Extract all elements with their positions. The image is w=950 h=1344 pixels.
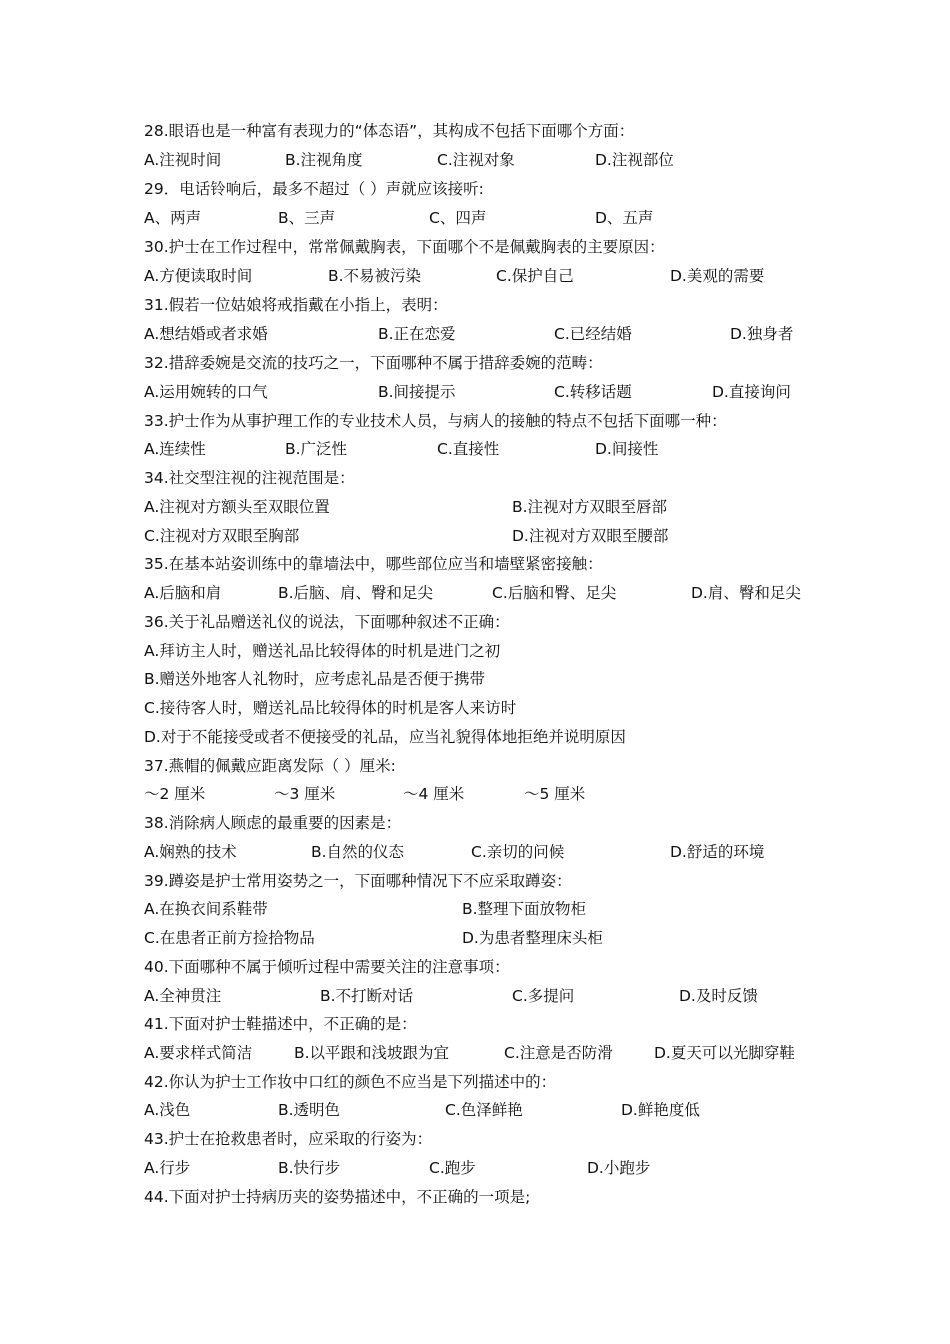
option-d: D.独身者 — [730, 325, 794, 343]
option-a: A.行步 — [144, 1159, 191, 1177]
question-stem: 41.下面对护士鞋描述中，不正确的是： — [144, 1015, 417, 1033]
option-a: A.后脑和肩 — [144, 584, 222, 602]
option-b: B.间接提示 — [378, 383, 456, 401]
option-c: C.色泽鲜艳 — [445, 1101, 523, 1119]
option-2: ～3 厘米 — [274, 785, 336, 803]
option-c: C.在患者正前方捡拾物品 — [144, 929, 315, 947]
question-stem: 42.你认为护士工作妆中口红的颜色不应当是下列描述中的： — [144, 1073, 557, 1091]
option-d: D.美观的需要 — [670, 267, 765, 285]
option-c: C.多提问 — [512, 987, 575, 1005]
option-c: C.注视对方双眼至胸部 — [144, 527, 300, 545]
option-d: D.注视部位 — [595, 151, 674, 169]
option-a: A.运用婉转的口气 — [144, 383, 268, 401]
option-c: C.已经结婚 — [554, 325, 632, 343]
option-d: D.及时反馈 — [679, 987, 758, 1005]
option-a: A.在换衣间系鞋带 — [144, 900, 268, 918]
question-stem: 33.护士作为从事护理工作的专业技术人员，与病人的接触的特点不包括下面哪一种： — [144, 412, 727, 430]
option-b: B.广泛性 — [285, 440, 348, 458]
option-a: A.娴熟的技术 — [144, 843, 237, 861]
option-c: C、四声 — [429, 209, 487, 227]
question-stem: 40.下面哪种不属于倾听过程中需要关注的注意事项： — [144, 958, 510, 976]
option-c: C.转移话题 — [554, 383, 632, 401]
option-c: C.跑步 — [429, 1159, 476, 1177]
question-stem: 39.蹲姿是护士常用姿势之一，下面哪种情况下不应采取蹲姿： — [144, 872, 572, 890]
question-stem: 38.消除病人顾虑的最重要的因素是： — [144, 814, 402, 832]
option-b: B.正在恋爱 — [378, 325, 456, 343]
option-d: D.为患者整理床头柜 — [462, 929, 603, 947]
question-stem: 31.假若一位姑娘将戒指戴在小指上，表明： — [144, 296, 448, 314]
option-a: A.方便读取时间 — [144, 267, 253, 285]
question-stem: 43.护士在抢救患者时，应采取的行姿为： — [144, 1130, 433, 1148]
option-b: B.后脑、肩、臀和足尖 — [278, 584, 434, 602]
option-a: A.要求样式简洁 — [144, 1044, 253, 1062]
option-c: C.后脑和臀、足尖 — [492, 584, 617, 602]
question-stem: 35.在基本站姿训练中的靠墙法中，哪些部位应当和墙壁紧密接触： — [144, 555, 603, 573]
option-a: A.注视时间 — [144, 151, 222, 169]
option-d: D.夏天可以光脚穿鞋 — [654, 1044, 795, 1062]
option-d: D.舒适的环境 — [670, 843, 765, 861]
option-a: A.想结婚或者求婚 — [144, 325, 268, 343]
option-a: A.全神贯注 — [144, 987, 222, 1005]
option-d: D.注视对方双眼至腰部 — [512, 527, 669, 545]
option-b: B.赠送外地客人礼物时，应考虑礼品是否便于携带 — [144, 670, 486, 688]
option-c: C.注意是否防滑 — [504, 1044, 613, 1062]
question-stem: 44.下面对护士持病历夹的姿势描述中，不正确的一项是; — [144, 1188, 531, 1206]
option-a: A.浅色 — [144, 1101, 191, 1119]
option-b: B.不易被污染 — [328, 267, 422, 285]
option-c: C.保护自己 — [496, 267, 574, 285]
option-b: B.快行步 — [278, 1159, 341, 1177]
option-d: D.鲜艳度低 — [621, 1101, 700, 1119]
option-b: B.注视对方双眼至唇部 — [512, 498, 668, 516]
question-stem: 30.护士在工作过程中，常常佩戴胸表，下面哪个不是佩戴胸表的主要原因： — [144, 238, 665, 256]
option-d: D.直接询问 — [712, 383, 791, 401]
option-b: B.注视角度 — [285, 151, 363, 169]
option-1: ～2 厘米 — [144, 785, 206, 803]
option-c: C.直接性 — [437, 440, 500, 458]
option-d: D.肩、臀和足尖 — [691, 584, 801, 602]
question-stem: 28.眼语也是一种富有表现力的“体态语”，其构成不包括下面哪个方面： — [144, 122, 635, 140]
question-stem: 29．电话铃响后，最多不超过（ ）声就应该接听: — [144, 180, 484, 198]
option-b: B.整理下面放物柜 — [462, 900, 587, 918]
option-c: C.注视对象 — [437, 151, 515, 169]
option-a: A.注视对方额头至双眼位置 — [144, 498, 330, 516]
option-c: C.亲切的问候 — [471, 843, 565, 861]
option-b: B.透明色 — [278, 1101, 341, 1119]
option-c: C.接待客人时，赠送礼品比较得体的时机是客人来访时 — [144, 699, 517, 717]
question-stem: 36.关于礼品赠送礼仪的说法，下面哪种叙述不正确： — [144, 613, 510, 631]
question-stem: 32.措辞委婉是交流的技巧之一，下面哪种不属于措辞委婉的范畴： — [144, 354, 603, 372]
option-b: B.以平跟和浅坡跟为宜 — [294, 1044, 450, 1062]
option-d: D.小跑步 — [587, 1159, 651, 1177]
question-stem: 37.燕帽的佩戴应距离发际（ ）厘米: — [144, 757, 396, 775]
option-d: D、五声 — [595, 209, 654, 227]
option-d: D.间接性 — [595, 440, 659, 458]
option-b: B.自然的仪态 — [311, 843, 405, 861]
option-3: ～4 厘米 — [403, 785, 465, 803]
option-a: A.连续性 — [144, 440, 206, 458]
question-stem: 34.社交型注视的注视范围是： — [144, 469, 355, 487]
option-b: B、三声 — [278, 209, 336, 227]
option-a: A、两声 — [144, 209, 202, 227]
option-a: A.拜访主人时，赠送礼品比较得体的时机是进门之初 — [144, 642, 501, 660]
option-d: D.对于不能接受或者不便接受的礼品，应当礼貌得体地拒绝并说明原因 — [144, 728, 626, 746]
option-4: ～5 厘米 — [524, 785, 586, 803]
option-b: B.不打断对话 — [320, 987, 414, 1005]
